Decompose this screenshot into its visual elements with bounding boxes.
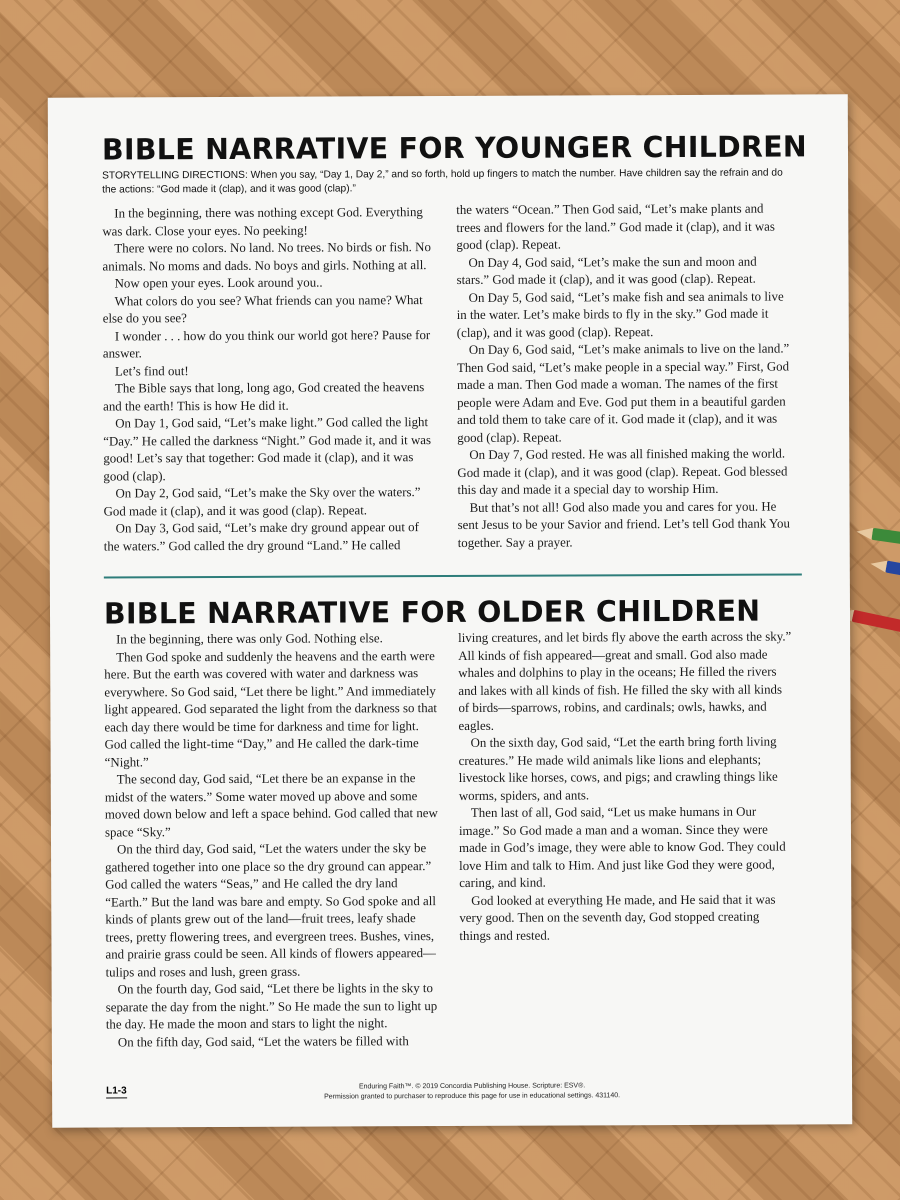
paragraph: I wonder . . . how do you think our world got here? Pause for answer.	[102, 327, 431, 361]
paragraph: On the fourth day, God said, “Let there be lights in the sky to separate the day from the night.” So He made the sun to light up the day. He made the moon and stars to light the night.	[105, 981, 438, 1032]
paragraph: On Day 7, God rested. He was all finished making the world. God made it (clap), and it was good (clap). Repeat. God blessed this day and made it a special day to worship Him.	[457, 446, 788, 497]
copyright-line: Enduring Faith™. © 2019 Concordia Publishing House. Scripture: ESV®.	[358, 1082, 586, 1091]
paragraph: On the fifth day, God said, “Let the waters be filled with	[117, 1033, 409, 1049]
paragraph: The Bible says that long, long ago, God created the heavens and the earth! This is how He did it.	[103, 380, 425, 414]
paragraph: On Day 1, God said, “Let’s make light.” God called the light “Day.” He called the darkness “Night.” God made it, and it was good! Let’s say that together: God made it (clap), and it was good (clap).	[103, 415, 432, 484]
paragraph: On the sixth day, God said, “Let the earth bring forth living creatures.” He made wild animals like lions and elephants; livestock like horses, cows, and pigs; and crawling things like worms, spiders, and ants.	[458, 734, 778, 803]
copyright-footer	[302, 1081, 642, 1102]
paragraph: In the beginning, there was only God. Nothing else.	[116, 631, 383, 647]
directions-text: When you say, “Day 1, Day 2,” and so forth, hold up fingers to match the number. Have children say the refrain and do the actions: “God made it (clap), and it was good (clap).”	[102, 167, 783, 196]
directions-label: STORYTELLING DIRECTIONS:	[102, 169, 248, 182]
paragraph: Let’s find out!	[114, 363, 189, 378]
younger-left-column	[102, 204, 438, 555]
paragraph: God looked at everything He made, and He said that it was very good. Then on the seventh day, God stopped creating things and rested.	[459, 892, 776, 943]
paragraph: In the beginning, there was nothing except God. Everything was dark. Close your eyes. No peeking!	[102, 205, 423, 239]
paragraph: But that’s not all! God also made you and cares for you. He sent Jesus to be your Savior and friend. Let’s tell God thank You together. Say a prayer.	[457, 499, 790, 550]
paragraph: On the third day, God said, “Let the waters under the sky be gathered together into one place so the dry ground can appear.” God called the waters “Seas,” and He called the dry land “Earth.” But the land was bare and empty. So God spoke and all kinds of plants grew out of the land—fruit trees, leafy shade trees, pretty flowering trees, and evergreen trees. Bushes, vines, and prairie grass could be seen. All kinds of flowers appeared—tulips and roses and lush, green grass.	[105, 841, 436, 980]
paragraph: living creatures, and let birds fly above the earth across the sky.” All kinds of fish appeared—great and small. God also made whales and dolphins to play in the oceans; He filled the rivers and lakes with all kinds of fish. He filled the sky with all kinds of birds—sparrows, robins, and cardinals; owls, hawks, and eagles.	[458, 629, 792, 733]
worksheet-page	[48, 94, 852, 1127]
paragraph: On Day 5, God said, “Let’s make fish and sea animals to live in the water. Let’s make birds to fly in the sky.” God made it (clap), and it was good (clap). Repeat.	[456, 289, 784, 340]
older-left-column	[104, 630, 440, 1051]
paragraph: The second day, God said, “Let there be an expanse in the midst of the waters.” Some water moved up above and some moved down below and left a space behind. God called that new space “Sky.”	[104, 771, 438, 840]
paragraph: On Day 4, God said, “Let’s make the sun and moon and stars.” God made it (clap), and it was good (clap). Repeat.	[456, 254, 757, 287]
paragraph: the waters “Ocean.” Then God said, “Let’s make plants and trees and flowers for the land.” God made it (clap), and it was good (clap). Repeat.	[456, 201, 775, 252]
paragraph: On Day 2, God said, “Let’s make the Sky over the waters.” God made it (clap), and it was good (clap). Repeat.	[103, 485, 421, 519]
section-divider	[104, 573, 802, 578]
paragraph: What colors do you see? What friends can you name? What else do you see?	[102, 292, 423, 326]
blue-pencil	[885, 561, 900, 580]
page-id: L1-3	[106, 1085, 127, 1097]
red-pencil	[852, 610, 900, 638]
permission-line: Permission granted to purchaser to reproduce this page for use in educational settings. 431140.	[324, 1092, 621, 1101]
paragraph: Now open your eyes. Look around you..	[114, 275, 323, 291]
younger-right-column	[456, 201, 792, 552]
paragraph: On Day 6, God said, “Let’s make animals to live on the land.” Then God said, “Let’s make people in a special way.” First, God made a man. Then God made a woman. The names of the first people were Adam and Eve. God put them in a beautiful garden and told them to take care of it. God made it (clap), and it was good (clap). Repeat.	[456, 341, 790, 445]
paragraph: Then God spoke and suddenly the heavens and the earth were here. But the earth was covered with water and darkness was everywhere. So God said, “Let there be light.” And immediately light appeared. God separated the light from the darkness so that each day there would be time for darkness and time for light. God called the light-time “Day,” and He called the dark-time “Night.”	[104, 648, 438, 770]
older-right-column	[458, 629, 793, 945]
paragraph: There were no colors. No land. No trees. No birds or fish. No animals. No moms and dads. No boys and girls. Nothing at all.	[102, 240, 431, 274]
paragraph: Then last of all, God said, “Let us make humans in Our image.” So God made a man and a woman. Since they were made in God’s image, they were able to know God. They could love Him and talk to Him. And just like God they were good, caring, and kind.	[458, 804, 786, 890]
storytelling-directions	[102, 167, 792, 198]
green-pencil	[871, 528, 900, 548]
paragraph: On Day 3, God said, “Let’s make dry ground appear out of the waters.” God called the dry ground “Land.” He called	[103, 520, 419, 554]
younger-section-title: BIBLE NARRATIVE FOR YOUNGER CHILDREN	[101, 129, 808, 167]
older-section-title: BIBLE NARRATIVE FOR OLDER CHILDREN	[103, 593, 761, 631]
